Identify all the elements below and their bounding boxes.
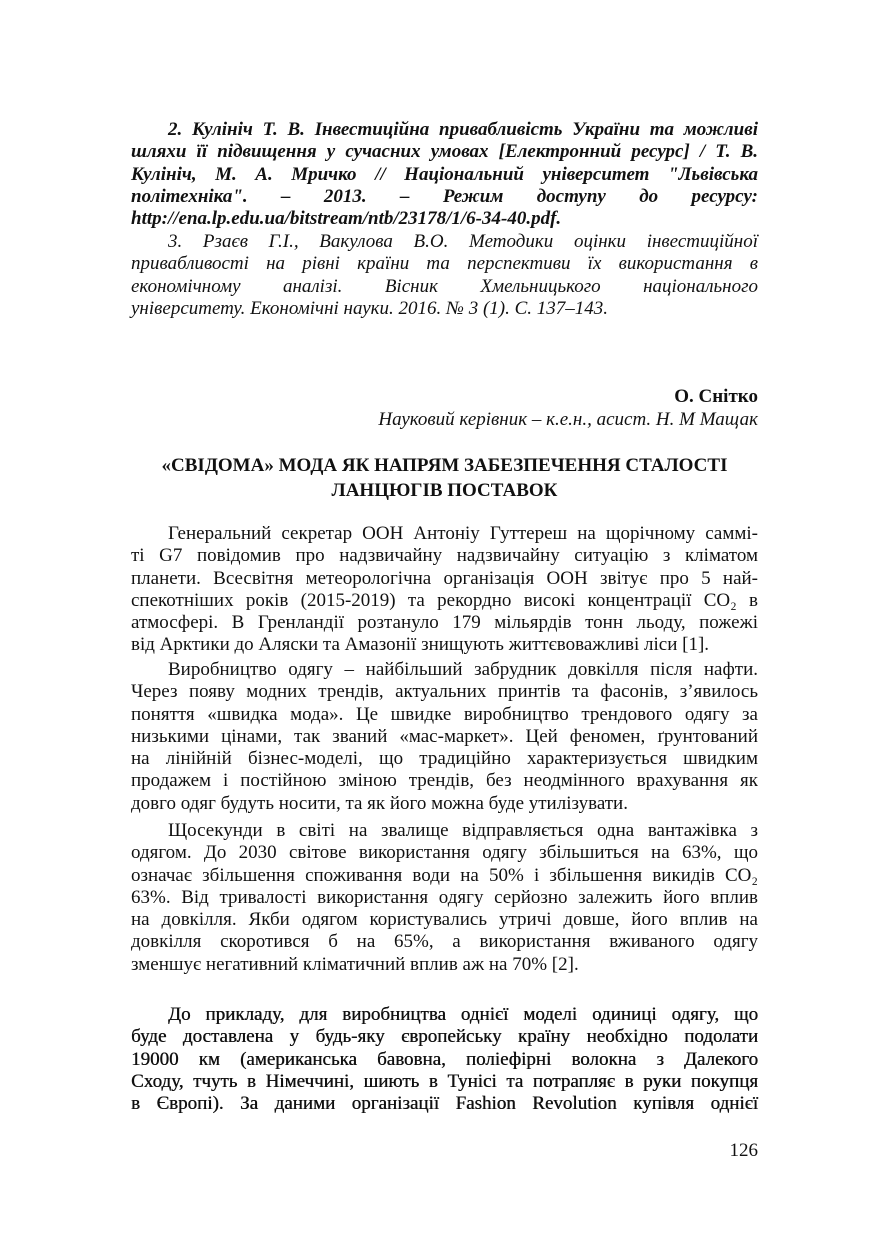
text-line: привабливості на рівні країни та перспективи їх використання в (131, 253, 758, 275)
paragraph-2 (131, 659, 758, 815)
text-line: поняття «швидка мода». Це швидке виробництво трендового одягу за (131, 703, 758, 725)
text-line: Сходу, тчуть в Німеччині, шиють в Тунісі та потрапляє в руки покупця (131, 1070, 758, 1092)
title-line: ЛАНЦЮГІВ ПОСТАВОК (331, 480, 558, 501)
text-line: 19000 км (американська бавовна, поліефірні волокна з Далекого (131, 1048, 758, 1070)
text-line: Генеральний секретар ООН Антоніу Гуттереш на щорічному саммі- (168, 523, 758, 544)
text-line: спекотніших років (2015-2019) та рекордно високі концентрації CO₂ в (131, 589, 758, 611)
text-line: політехніка". – 2013. – Режим доступу до ресурсу: (131, 185, 758, 207)
title-line: «СВІДОМА» МОДА ЯК НАПРЯМ ЗАБЕЗПЕЧЕННЯ СТАЛОСТІ (161, 455, 728, 476)
text-line: від Арктики до Аляски та Амазонії знищують життєвоважливі ліси [1]. (131, 634, 710, 656)
text-line: Щосекунди в світі на звалище відправляється одна вантажівка з (168, 820, 758, 841)
paragraph-1 (131, 523, 758, 657)
author-name: О. Снітко (674, 386, 758, 407)
article-title (131, 453, 758, 503)
reference-2 (131, 119, 758, 230)
text-line: http://ena.lp.edu.ua/bitstream/ntb/23178/1/6-34-40.pdf. (131, 208, 562, 230)
text-line: в Європі). За даними організації Fashion Revolution купівля однієї (131, 1093, 758, 1115)
text-line: продажем і постійною зміною трендів, без неодмінного врахування як (131, 770, 758, 792)
text-line: довкілля скоротився б на 65%, а використання вживаного одягу (131, 931, 758, 953)
text-line: одягом. До 2030 світове використання одягу збільшиться на 63%, що (131, 842, 758, 864)
text-line: довго одяг будуть носити, та як його можна буде утилізувати. (131, 792, 628, 814)
text-line: шляхи її підвищення у сучасних умовах [Електронний ресурс] / Т. В. (131, 141, 758, 163)
text-line: буде доставлена у будь-яку європейську країну необхідно подолати (131, 1026, 758, 1048)
text-line: на лінійній бізнес-моделі, що традиційно характеризується швидким (131, 748, 758, 770)
supervisor: Науковий керівник – к.е.н., асист. Н. М Мащак (378, 409, 758, 430)
text-line: зменшує негативний кліматичний вплив аж на 70% [2]. (131, 953, 579, 975)
text-line: економічному аналізі. Вісник Хмельницького національного (131, 275, 758, 297)
text-line: 63%. Від тривалості використання одягу серйозно залежить його вплив (131, 886, 758, 908)
text-line: на довкілля. Якби одягом користувались утричі довше, його вплив на (131, 909, 758, 931)
paragraph-3 (131, 820, 758, 976)
text-line: 2. Кулініч Т. В. Інвестиційна привабливість України та можливі (168, 119, 758, 140)
paragraph-4 (131, 1004, 758, 1115)
text-line: низькими цінами, так званий «мас-маркет». Цей феномен, ґрунтований (131, 725, 758, 747)
text-line: ті G7 повідомив про надзвичайну надзвичайну ситуацію з кліматом (131, 545, 758, 567)
page-number: 126 (729, 1140, 758, 1161)
text-line: 3. Рзаєв Г.І., Вакулова В.О. Методики оцінки інвестиційної (168, 231, 758, 252)
text-line: Виробництво одягу – найбільший забрудник довкілля після нафти. (168, 659, 758, 680)
text-line: Кулініч, М. А. Мричко // Національний університет "Львівська (131, 163, 758, 185)
text-line: До прикладу, для виробництва однієї моделі одиниці одягу, що (168, 1004, 758, 1025)
text-line: означає збільшення споживання води на 50% і збільшення викидів CO₂ (131, 864, 758, 886)
text-line: планети. Всесвітня метеорологічна організація ООН звітує про 5 най- (131, 567, 758, 589)
reference-3 (131, 231, 758, 320)
text-line: університету. Економічні науки. 2016. № 3 (1). С. 137–143. (131, 297, 609, 319)
text-line: Через появу модних трендів, актуальних принтів та фасонів, з’явилось (131, 681, 758, 703)
text-line: атмосфері. В Гренландії розтануло 179 мільярдів тонн льоду, пожежі (131, 612, 758, 634)
